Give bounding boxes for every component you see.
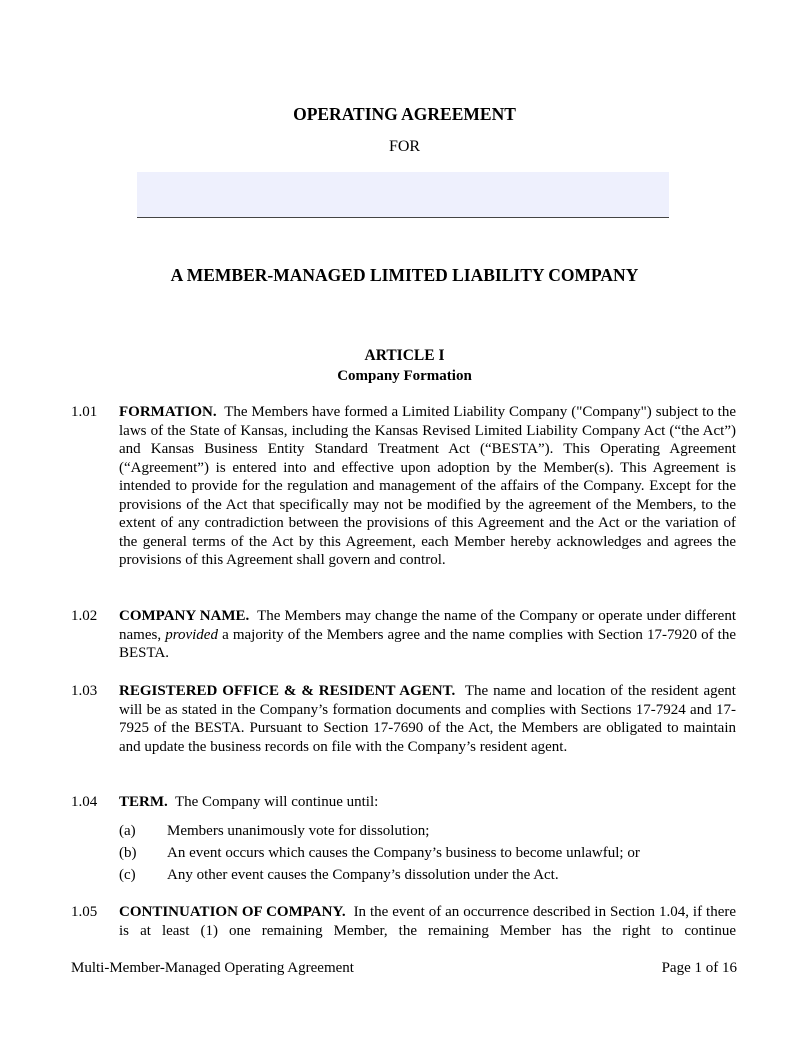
section-1-02-heading: COMPANY NAME. xyxy=(119,608,250,624)
document-title: OPERATING AGREEMENT xyxy=(293,104,516,124)
section-1-03-body xyxy=(119,682,736,756)
section-1-03-heading: REGISTERED OFFICE & & RESIDENT AGENT. xyxy=(119,683,456,699)
article-number: ARTICLE I xyxy=(364,347,445,364)
list-item: Any other event causes the Company’s dissolution under the Act. xyxy=(167,867,559,883)
section-number-1-01: 1.01 xyxy=(71,404,98,420)
list-item-label: (a) xyxy=(119,823,136,839)
section-1-04-heading: TERM. xyxy=(119,794,168,810)
section-number-1-04: 1.04 xyxy=(71,794,98,810)
footer-page-number: Page 1 of 16 xyxy=(661,960,737,976)
section-number-1-03: 1.03 xyxy=(71,683,98,699)
section-1-01-heading: FORMATION. xyxy=(119,404,217,420)
section-1-02-body xyxy=(119,607,736,663)
section-number-1-05: 1.05 xyxy=(71,904,98,920)
section-1-01-body xyxy=(119,403,736,570)
section-1-05-text: In the event of an occurrence described in Section 1.04, if there is at least (1) one remaining Member, the remaining Member has the right to continue xyxy=(119,904,736,939)
section-1-02-provided: provided xyxy=(165,626,218,643)
list-item: Members unanimously vote for dissolution; xyxy=(167,823,430,839)
list-item: An event occurs which causes the Company’s business to become unlawful; or xyxy=(167,845,640,861)
article-name: Company Formation xyxy=(337,368,472,384)
list-item-label: (c) xyxy=(119,867,136,883)
section-1-05-heading: CONTINUATION OF COMPANY. xyxy=(119,904,346,920)
section-1-03-text: The name and location of the resident agent will be as stated in the Company’s formation documents and complies with Sections 17-7924 and 17-7925 of the BESTA. Pursuant to Section 17-7690 of the Act, the Members are obligated to maintain and update the business records on file with the Company’s resident agent. xyxy=(119,683,736,755)
section-1-04-text: The Company will continue until: xyxy=(174,794,379,810)
list-item-label: (b) xyxy=(119,845,137,861)
section-1-05-body xyxy=(119,903,736,940)
for-label: FOR xyxy=(388,138,421,155)
section-1-04-body xyxy=(119,793,736,812)
section-1-01-text: The Members have formed a Limited Liability Company ("Company") subject to the laws of the State of Kansas, including the Kansas Revised Limited Liability Company Act (“the Act”) and Kansas Business Entity Standard Treatment Act (“BESTA”). This Operating Agreement (“Agreement”) is entered into and effective upon adoption by the Member(s). This Agreement is intended to provide for the regulation and management of the affairs of the Company. Except for the provisions of the Act that specifically may not be modified by the agreement of the Members, to the extent of any contradiction between the provisions of this Agreement and the Act or the variation of the general terms of the Act by this Agreement, each Member hereby acknowledges and agrees the provisions of this Agreement shall govern and control. xyxy=(119,404,736,568)
footer-document-name: Multi-Member-Managed Operating Agreement xyxy=(71,960,354,976)
section-number-1-02: 1.02 xyxy=(71,608,98,624)
section-1-02-text-b: a majority of the Members agree and the name complies with Section 17-7920 of the BESTA. xyxy=(119,626,737,661)
section-1-02-text-a: The Members may change the name of the Company or operate under different names, xyxy=(119,608,737,643)
company-name-field[interactable] xyxy=(137,172,669,218)
document-subtitle: A MEMBER-MANAGED LIMITED LIABILITY COMPANY xyxy=(170,265,639,285)
